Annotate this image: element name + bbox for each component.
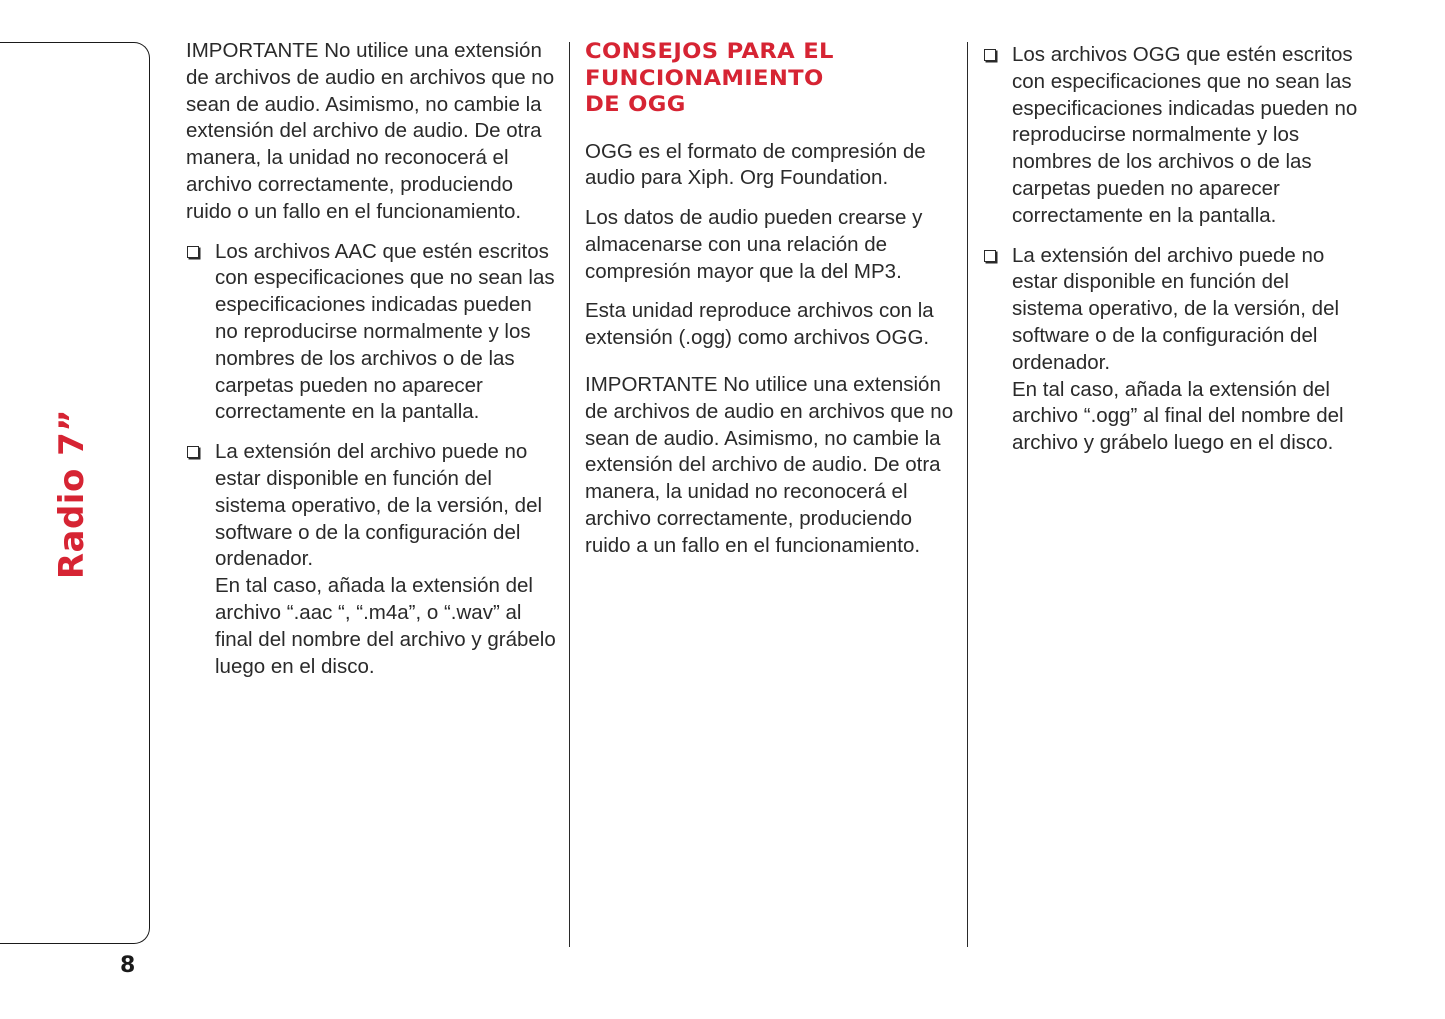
- paragraph: Esta unidad reproduce archivos con la extensión (.ogg) como archivos OGG.: [585, 299, 934, 350]
- text-column-1: [186, 38, 558, 693]
- list-item-note: En tal caso, añada la extensión del archivo “.ogg” al final del nombre del archivo y grábelo luego en el disco.: [1012, 377, 1344, 455]
- checkbox-bullet-icon: [187, 246, 199, 258]
- column-divider: [569, 42, 570, 947]
- paragraph: OGG es el formato de compresión de audio para Xiph. Org Foundation.: [585, 139, 926, 190]
- text-column-3: [983, 42, 1358, 470]
- list-item: [983, 42, 1358, 230]
- section-title: Radio 7”: [52, 408, 92, 580]
- list-item-note: En tal caso, añada la extensión del archivo “.aac “, “.m4a”, o “.wav” al final del nombre del archivo y grábelo luego en el disco.: [215, 574, 556, 678]
- paragraph: Los datos de audio pueden crearse y almacenarse con una relación de compresión mayor que la del MP3.: [585, 206, 923, 283]
- checkbox-bullet-icon: [984, 49, 996, 61]
- list-item-text: Los archivos AAC que estén escritos con especificaciones que no sean las especificaciones indicadas pueden no reproducirse normalmente y los nombres de los archivos o de las carpetas pueden no aparecer correctamente en la pantalla.: [215, 239, 555, 424]
- column-divider: [967, 42, 968, 947]
- list-item: [186, 439, 558, 680]
- list-item: [983, 243, 1358, 457]
- list-item: [186, 239, 558, 427]
- text-column-2: [585, 38, 955, 573]
- list-item-text: Los archivos OGG que estén escritos con especificaciones que no sean las especificaciones indicadas pueden no reproducirse normalmente y los nombres de los archivos o de las carpetas pueden no aparecer correctamente en la pantalla.: [1012, 43, 1358, 227]
- important-note: IMPORTANTE No utilice una extensión de archivos de audio en archivos que no sean de audio. Asimismo, no cambie la extensión del archivo de audio. De otra manera, la unidad no reconocerá el archivo correctamente, produciendo ruido o un fallo en el funcionamiento.: [186, 39, 555, 223]
- important-note: IMPORTANTE No utilice una extensión de archivos de audio en archivos que no sean de audio. Asimismo, no cambie la extensión del archivo de audio. De otra manera, la unidad no reconocerá el archivo correctamente, produciendo ruido a un fallo en el funcionamiento.: [585, 373, 954, 557]
- list-item-text: La extensión del archivo puede no estar disponible en función del sistema operativo, de la versión, del software o de la configuración del ordenador.: [1012, 243, 1340, 374]
- section-heading: CONSEJOS PARA EL FUNCIONAMIENTO DE OGG: [585, 39, 834, 116]
- list-item-text: La extensión del archivo puede no estar disponible en función del sistema operativo, de la versión, del software o de la configuración del ordenador.: [215, 440, 543, 571]
- checkbox-bullet-icon: [984, 250, 996, 262]
- checkbox-bullet-icon: [187, 446, 199, 458]
- page-number: 8: [120, 953, 136, 978]
